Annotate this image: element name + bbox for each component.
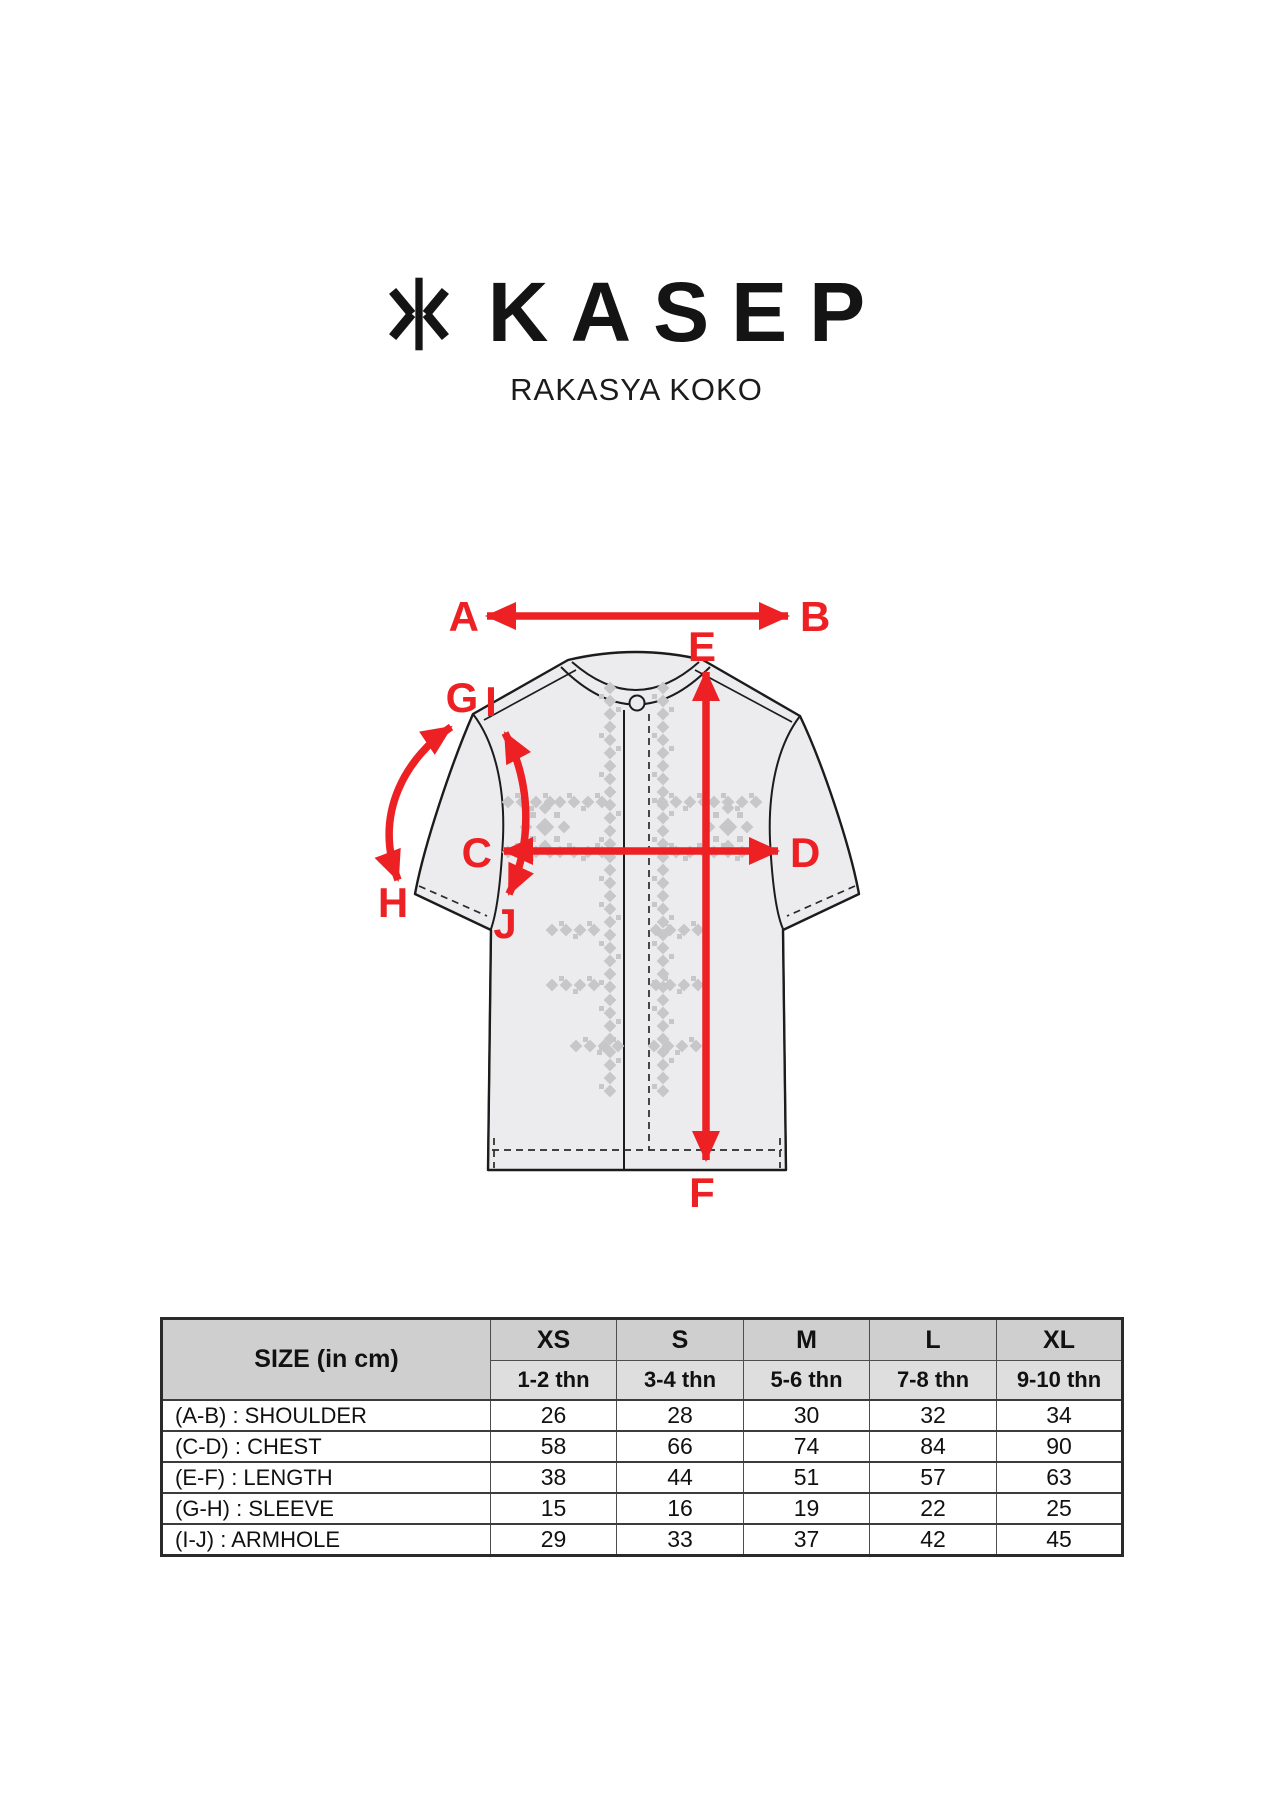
col-header-xs: XS: [491, 1319, 617, 1361]
cell-value: 33: [617, 1524, 744, 1556]
kasep-zhe-mark-icon: [386, 274, 452, 354]
cell-value: 84: [870, 1431, 997, 1462]
label-j: J: [493, 900, 517, 947]
table-row-sleeve: [162, 1493, 1123, 1524]
cell-value: 34: [997, 1400, 1123, 1431]
age-header-l: 7-8 thn: [870, 1361, 997, 1401]
size-table-title: SIZE (in cm): [162, 1319, 491, 1401]
cell-value: 16: [617, 1493, 744, 1524]
product-name: RAKASYA KOKO: [510, 372, 763, 407]
cell-value: 22: [870, 1493, 997, 1524]
table-row-length: [162, 1462, 1123, 1493]
label-e: E: [687, 623, 717, 670]
table-row-shoulder: [162, 1400, 1123, 1431]
label-h: H: [377, 879, 409, 926]
brand-logo: [0, 265, 1273, 359]
label-i: I: [485, 678, 497, 725]
row-label: (I-J) : ARMHOLE: [162, 1524, 491, 1556]
cell-value: 26: [491, 1400, 617, 1431]
table-row-chest: [162, 1431, 1123, 1462]
shirt-measurement-diagram: [330, 490, 950, 1230]
cell-value: 19: [744, 1493, 870, 1524]
label-f: F: [689, 1169, 715, 1216]
col-header-m: M: [744, 1319, 870, 1361]
cell-value: 58: [491, 1431, 617, 1462]
cell-value: 32: [870, 1400, 997, 1431]
cell-value: 90: [997, 1431, 1123, 1462]
row-label: (A-B) : SHOULDER: [162, 1400, 491, 1431]
brand-header: [0, 0, 1273, 408]
row-label: (E-F) : LENGTH: [162, 1462, 491, 1493]
cell-value: 29: [491, 1524, 617, 1556]
cell-value: 44: [617, 1462, 744, 1493]
age-header-m: 5-6 thn: [744, 1361, 870, 1401]
brand-name: KASEP: [487, 265, 888, 359]
cell-value: 51: [744, 1462, 870, 1493]
cell-value: 63: [997, 1462, 1123, 1493]
label-d: D: [790, 829, 821, 876]
cell-value: 66: [617, 1431, 744, 1462]
shirt-outline: [415, 652, 859, 1170]
age-header-xs: 1-2 thn: [491, 1361, 617, 1401]
age-header-s: 3-4 thn: [617, 1361, 744, 1401]
cell-value: 28: [617, 1400, 744, 1431]
col-header-s: S: [617, 1319, 744, 1361]
age-header-xl: 9-10 thn: [997, 1361, 1123, 1401]
label-b: B: [800, 593, 831, 640]
cell-value: 15: [491, 1493, 617, 1524]
row-label: (C-D) : CHEST: [162, 1431, 491, 1462]
table-row-armhole: [162, 1524, 1123, 1556]
cell-value: 38: [491, 1462, 617, 1493]
cell-value: 45: [997, 1524, 1123, 1556]
label-g: G: [445, 674, 479, 721]
col-header-xl: XL: [997, 1319, 1123, 1361]
row-label: (G-H) : SLEEVE: [162, 1493, 491, 1524]
label-a: A: [448, 593, 479, 640]
cell-value: 74: [744, 1431, 870, 1462]
cell-value: 25: [997, 1493, 1123, 1524]
cell-value: 37: [744, 1524, 870, 1556]
label-c: C: [461, 829, 492, 876]
col-header-l: L: [870, 1319, 997, 1361]
cell-value: 30: [744, 1400, 870, 1431]
size-table: [160, 1317, 1124, 1557]
cell-value: 57: [870, 1462, 997, 1493]
cell-value: 42: [870, 1524, 997, 1556]
